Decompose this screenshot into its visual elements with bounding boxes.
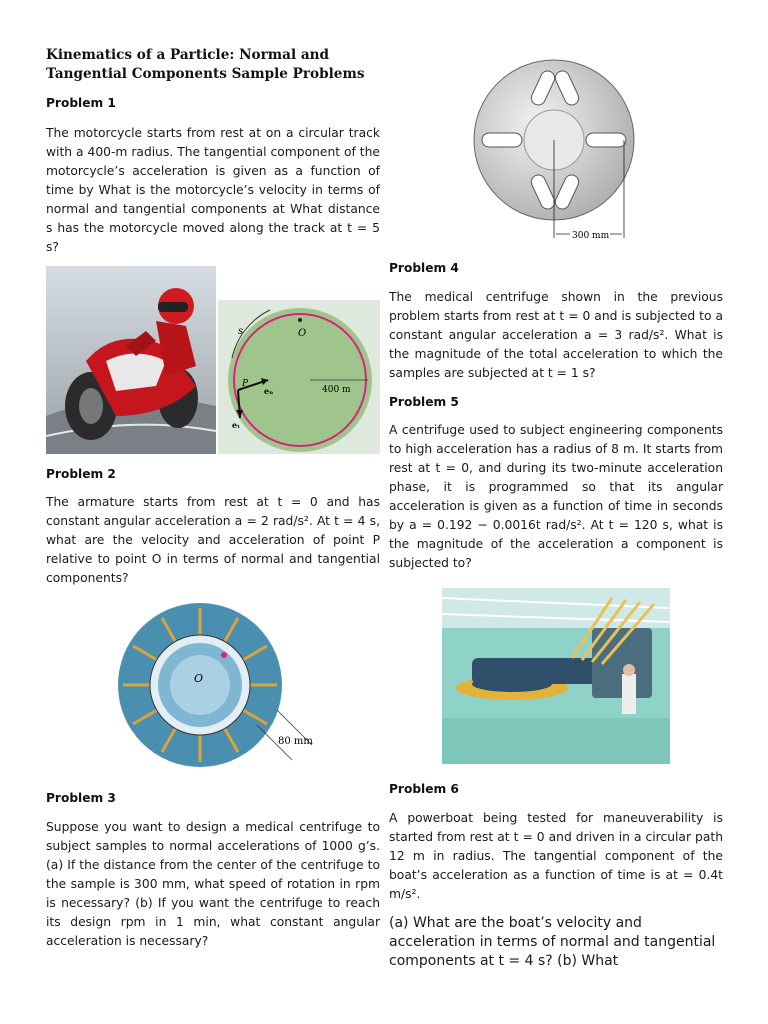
track-en-label: eₙ [264, 386, 274, 396]
problem-3-heading: Problem 3 [46, 791, 116, 805]
armature-center-label: O [194, 672, 204, 685]
document-title: Kinematics of a Particle: Normal and Tangential Components Sample Problems [46, 47, 365, 82]
problem-5-text: A centrifuge used to subject engineering components to high acceleration has a radius of 8 m. It starts from rest at t = 0, and during its two-minute acceleration phase, it is programmed so that its angular acceleration is given as a function of time in seconds by a = 0.192 − 0.0016t rad/s². At t = 120 s, what is the magnitude of the acceleration a component is subjected to? [389, 423, 723, 570]
track-center-label: O [298, 328, 307, 339]
problem-3-text: Suppose you want to design a medical centrifuge to subject samples to normal accelerations of 1000 g’s. (a) If the distance from the center of the centrifuge to the sample is 300 mm, what speed of rotation in rpm is necessary? (b) If you want the centrifuge to reach its design rpm in 1 min, what constant angular acceleration is necessary? [46, 820, 380, 948]
problem-2-heading: Problem 2 [46, 467, 116, 481]
track-radius-label: 400 m [322, 385, 351, 395]
problem-6-text: A powerboat being tested for maneuverability is started from rest at t = 0 and driven in a circular path 12 m in radius. The tangential component of the boat’s acceleration as a function of time is at = 0.4t m/s². [389, 811, 723, 901]
problem-6-heading: Problem 6 [389, 782, 459, 796]
motorcycle-photo [46, 266, 216, 454]
problem-1-heading: Problem 1 [46, 96, 116, 110]
problem-1-text: The motorcycle starts from rest at on a circular track with a 400-m radius. The tangential component of the motorcycle’s acceleration is given as a function of time by What is the motorcycle’s velocity in terms of normal and tangential components at What distance s has the motorcycle moved along the track at t = 5 s? [46, 126, 380, 254]
armature-diagram [112, 600, 318, 770]
armature-dim-label: 80 mm [278, 736, 313, 747]
problem-6-text-continued: (a) What are the boat’s velocity and acceleration in terms of normal and tangential components at t = 4 s? (b) What [389, 915, 716, 969]
engineering-centrifuge-photo [442, 588, 670, 764]
centrifuge-dim-label: 300 mm [572, 231, 610, 241]
problem-2-text: The armature starts from rest at t = 0 and has constant angular acceleration a = 2 rad/s². At t = 4 s, what are the velocity and acceleration of point P relative to point O in terms of normal and tangential components? [46, 495, 380, 585]
problem-4-heading: Problem 4 [389, 261, 459, 275]
centrifuge-disk-diagram [470, 58, 638, 244]
track-arc-label: s [238, 326, 244, 337]
track-et-label: eₜ [232, 420, 241, 430]
circular-track-diagram [218, 300, 380, 454]
problem-5-heading: Problem 5 [389, 395, 459, 409]
track-point-label: P [242, 379, 249, 389]
problem-4-text: The medical centrifuge shown in the previous problem starts from rest at t = 0 and is subjected to a constant angular acceleration a = 3 rad/s². What is the magnitude of the total acceleration to which the samples are subjected at t = 1 s? [389, 290, 723, 380]
